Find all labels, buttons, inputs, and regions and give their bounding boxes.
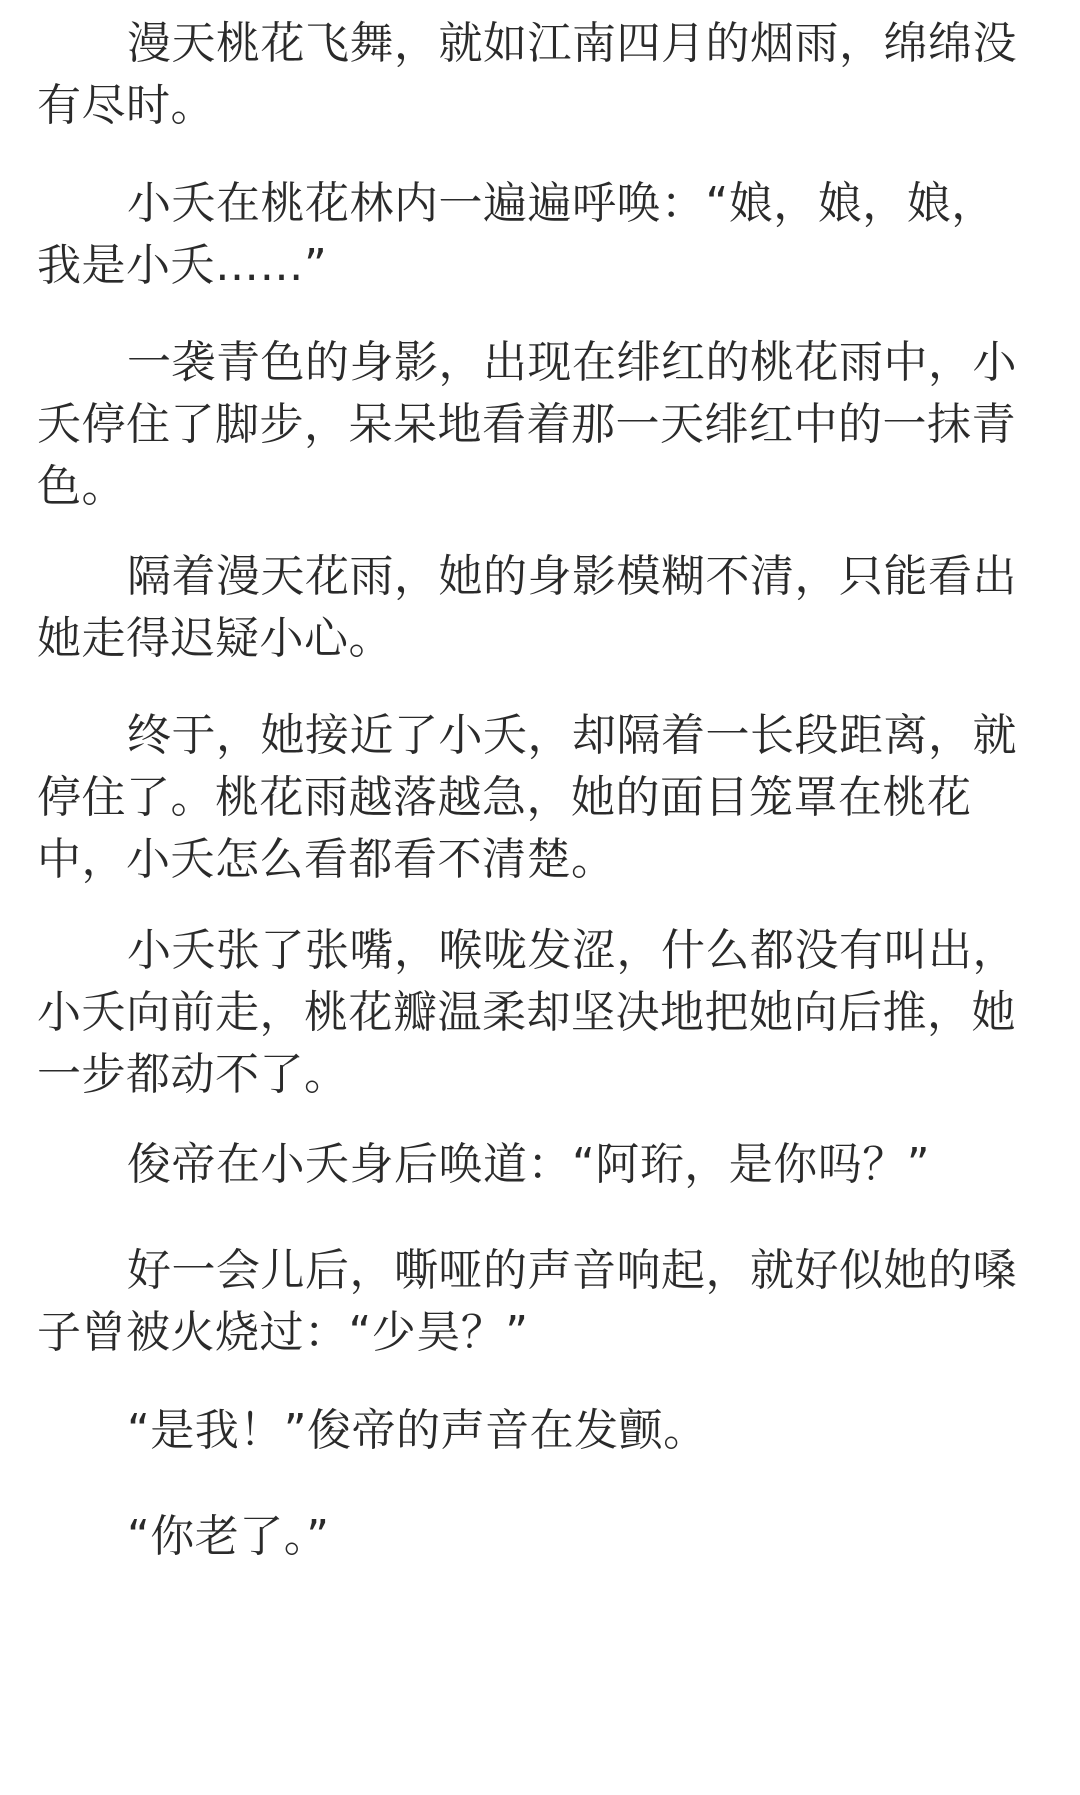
text-line: 她走得迟疑小心。 — [37, 613, 393, 664]
paragraph-3 — [37, 332, 1027, 518]
paragraph-2 — [37, 173, 1027, 297]
text-line: 漫天桃花飞舞，就如江南四月的烟雨，绵绵没 — [127, 18, 1017, 69]
paragraph-9 — [37, 1400, 1027, 1462]
text-line: 子曾被火烧过：“少昊？” — [37, 1307, 529, 1358]
text-line: “是我！”俊帝的声音在发颤。 — [127, 1405, 708, 1456]
text-line: 好一会儿后，嘶哑的声音响起，就好似她的嗓 — [127, 1245, 1017, 1296]
paragraph-6 — [37, 920, 1027, 1106]
paragraph-10 — [37, 1506, 1027, 1568]
text-line: 停住了。桃花雨越落越急，她的面目笼罩在桃花 — [37, 772, 972, 823]
text-line: 夭停住了脚步，呆呆地看着那一天绯红中的一抹青 — [37, 399, 1016, 450]
text-line: 有尽时。 — [37, 80, 215, 131]
text-line: 小夭向前走，桃花瓣温柔却坚决地把她向后推，她 — [37, 987, 1016, 1038]
paragraph-4 — [37, 546, 1027, 670]
paragraph-8 — [37, 1240, 1027, 1364]
paragraph-5 — [37, 705, 1027, 891]
text-line: 中，小夭怎么看都看不清楚。 — [37, 834, 616, 885]
text-line: 小夭张了张嘴，喉咙发涩，什么都没有叫出， — [127, 925, 1017, 976]
paragraph-7 — [37, 1134, 1027, 1196]
text-line: 我是小夭……” — [37, 240, 328, 291]
text-line: 终于，她接近了小夭，却隔着一长段距离，就 — [127, 710, 1017, 761]
text-line: 隔着漫天花雨，她的身影模糊不清，只能看出 — [127, 551, 1017, 602]
text-line: 一步都动不了。 — [37, 1049, 349, 1100]
text-line: 俊帝在小夭身后唤道：“阿珩，是你吗？” — [127, 1139, 931, 1190]
text-line: 一袭青色的身影，出现在绯红的桃花雨中，小 — [127, 337, 1017, 388]
paragraph-1 — [37, 13, 1027, 137]
text-line: 小夭在桃花林内一遍遍呼唤：“娘，娘，娘， — [127, 178, 996, 229]
text-line: 色。 — [37, 461, 126, 512]
text-line: “你老了。” — [127, 1511, 330, 1562]
